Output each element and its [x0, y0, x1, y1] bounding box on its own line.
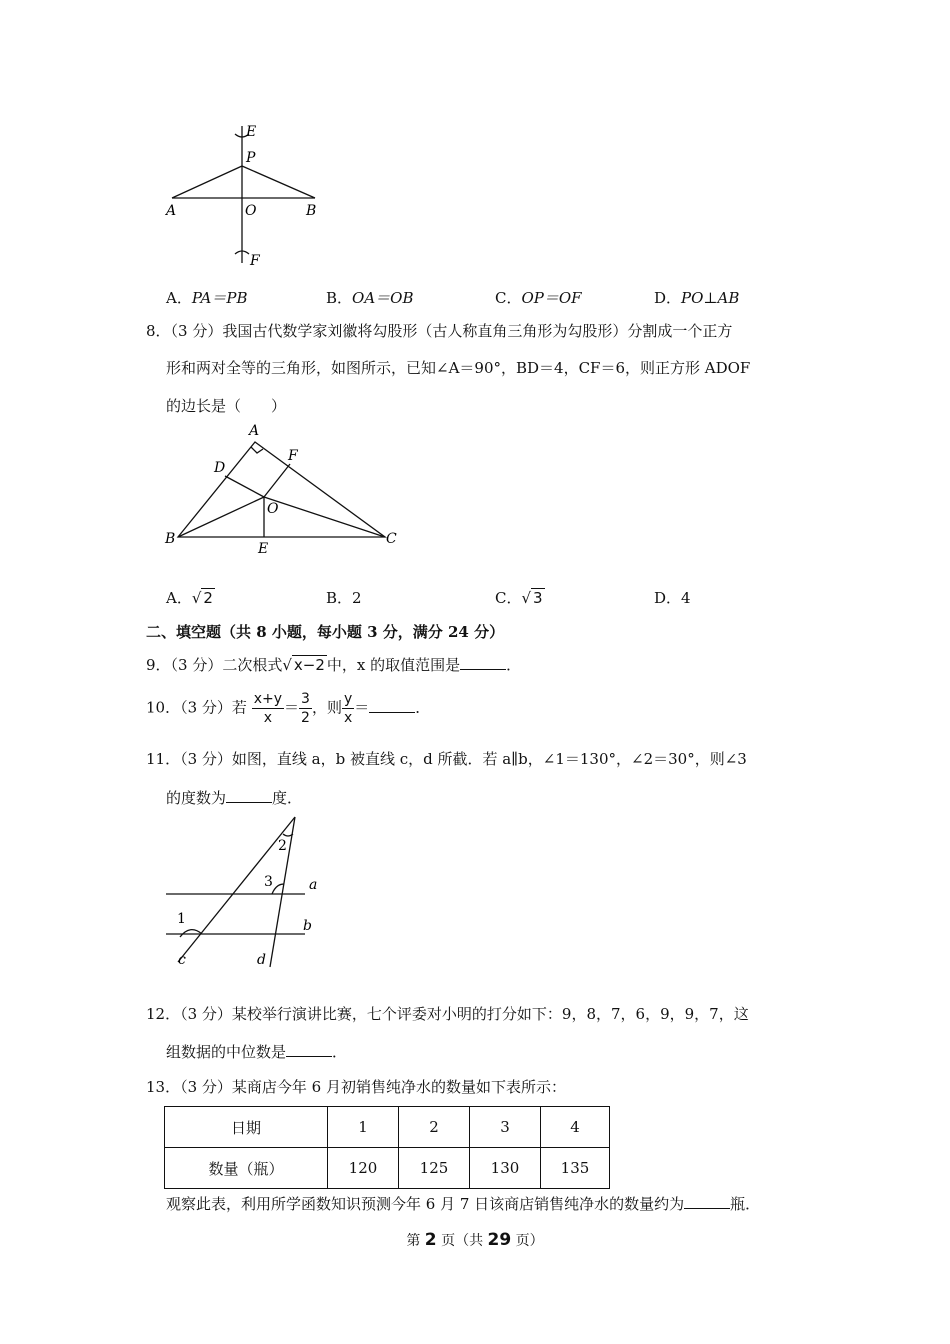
table-cell: 日期 [165, 1107, 328, 1148]
label-B8: B [165, 531, 176, 547]
angle-2-label: 2 [278, 838, 287, 854]
q7-option-c-text: OP＝OF [521, 289, 582, 307]
q8-option-a-letter: A． [166, 589, 192, 607]
q7-option-b-letter: B． [326, 289, 353, 307]
q10-frac1: $\frac{x+y}{x}$ [253, 691, 282, 726]
q9-prefix: 9．（3 分）二次根式 [146, 656, 283, 674]
q8-figure [160, 420, 410, 560]
q9 [146, 654, 521, 675]
q10-frac2: $\frac{3}{2}$ [301, 691, 310, 726]
section2-title: 二、填空题（共 8 小题，每小题 3 分，满分 24 分） [146, 623, 505, 641]
q11-line1: 11．（3 分）如图，直线 a，b 被直线 c，d 所截．若 a∥b，∠1＝130°，∠2＝30°，则∠3 [146, 750, 747, 768]
line-a-label: a [309, 877, 318, 893]
sqrt-2: √ 2 [191, 589, 213, 607]
q7-option-c-letter: C． [495, 289, 522, 307]
q10-mid: ，则 [311, 698, 342, 717]
table-cell: 3 [470, 1107, 541, 1148]
q9-blank [460, 655, 506, 670]
q8-options [166, 587, 806, 609]
q9-end: ． [506, 656, 522, 674]
line-c-label: c [178, 952, 186, 968]
line-d-label: d [257, 952, 266, 968]
q10-blank [369, 698, 415, 713]
sqrt-3: √ 3 [521, 589, 543, 607]
angle-3-label: 3 [264, 874, 273, 890]
label-C8: C [386, 531, 397, 547]
table-cell: 130 [470, 1148, 541, 1189]
q11-line2 [166, 787, 302, 808]
q13-line2-pre: 观察此表，利用所学函数知识预测今年 6 月 7 日该商店销售纯净水的数量约为 [166, 1195, 685, 1213]
footer-pre: 第 [406, 1233, 425, 1249]
label-D8: D [214, 460, 226, 476]
table-cell: 125 [399, 1148, 470, 1189]
label-O: O [245, 203, 257, 219]
table-cell: 135 [541, 1148, 610, 1189]
q10-eq: ＝ [284, 698, 300, 717]
q7-option-a-text: PA＝PB [191, 289, 248, 307]
table-cell: 2 [399, 1107, 470, 1148]
q7-option-d-letter: D． [654, 289, 682, 307]
q11-line2-pre: 的度数为 [166, 789, 227, 807]
q9-suffix: 中，x 的取值范围是 [326, 656, 461, 674]
q8-option-b-text: 2 [352, 589, 362, 607]
table-cell: 1 [328, 1107, 399, 1148]
q12-blank [286, 1042, 332, 1057]
q7-option-b-text: OA＝OB [352, 289, 414, 307]
q11-figure [160, 812, 340, 972]
q12-line2 [166, 1041, 347, 1062]
q7-figure [160, 118, 335, 273]
q10-end: ． [415, 698, 431, 717]
q11-blank [226, 788, 272, 803]
q10-eq2: ＝ [354, 698, 370, 717]
footer-mid: 页（共 [436, 1233, 488, 1249]
page-total: 29 [487, 1230, 512, 1250]
q13-line1: 13．（3 分）某商店今年 6 月初销售纯净水的数量如下表所示： [146, 1078, 566, 1096]
label-E: E [246, 124, 257, 140]
table-cell: 4 [541, 1107, 610, 1148]
q13-blank [684, 1194, 730, 1209]
q12-line1: 12．（3 分）某校举行演讲比赛，七个评委对小明的打分如下：9，8，7，6，9，9，7，这 [146, 1005, 749, 1023]
q12-line2-end: ． [332, 1043, 348, 1061]
page-footer [0, 1230, 950, 1250]
label-F: F [250, 253, 260, 269]
label-A: A [166, 203, 177, 219]
line-b-label: b [303, 918, 312, 934]
label-O8: O [267, 501, 279, 517]
q8-line1: 8．（3 分）我国古代数学家刘徽将勾股形（古人称直角三角形为勾股形）分割成一个正方 [146, 322, 733, 340]
q9-sqrt: √ x−2 [282, 656, 325, 674]
label-B: B [306, 203, 317, 219]
table-cell: 120 [328, 1148, 399, 1189]
q11-line2-post: 度． [272, 789, 303, 807]
footer-post: 页） [511, 1233, 544, 1249]
table-header-row [165, 1107, 610, 1148]
q8-option-d-text: 4 [681, 589, 691, 607]
q8-option-d-letter: D． [654, 589, 682, 607]
q8-line2: 形和两对全等的三角形，如图所示，已知∠A＝90°，BD＝4，CF＝6，则正方形 ADOF [166, 359, 751, 377]
q10-prefix: 10．（3 分）若 [146, 698, 247, 717]
q13-line2 [166, 1193, 760, 1214]
q10-frac3: $\frac{y}{x}$ [343, 691, 353, 726]
q12-line2-pre: 组数据的中位数是 [166, 1043, 287, 1061]
label-P: P [246, 150, 256, 166]
label-F8: F [288, 448, 298, 464]
table-row [165, 1148, 610, 1189]
q10 [146, 690, 430, 727]
page-number: 2 [424, 1230, 437, 1250]
q7-option-a-letter: A． [166, 289, 192, 307]
q8-option-c-letter: C． [495, 589, 522, 607]
q7-option-d-text: PO⊥AB [681, 289, 740, 307]
q7-options [166, 287, 806, 307]
q8-option-b-letter: B． [326, 589, 353, 607]
q13-table [164, 1106, 610, 1189]
q13-line2-end: 瓶． [730, 1195, 761, 1213]
angle-1-label: 1 [177, 911, 186, 927]
label-A8: A [249, 423, 260, 439]
q8-line3: 的边长是（ ） [166, 397, 287, 415]
table-cell: 数量（瓶） [165, 1148, 328, 1189]
label-E8: E [258, 541, 269, 557]
